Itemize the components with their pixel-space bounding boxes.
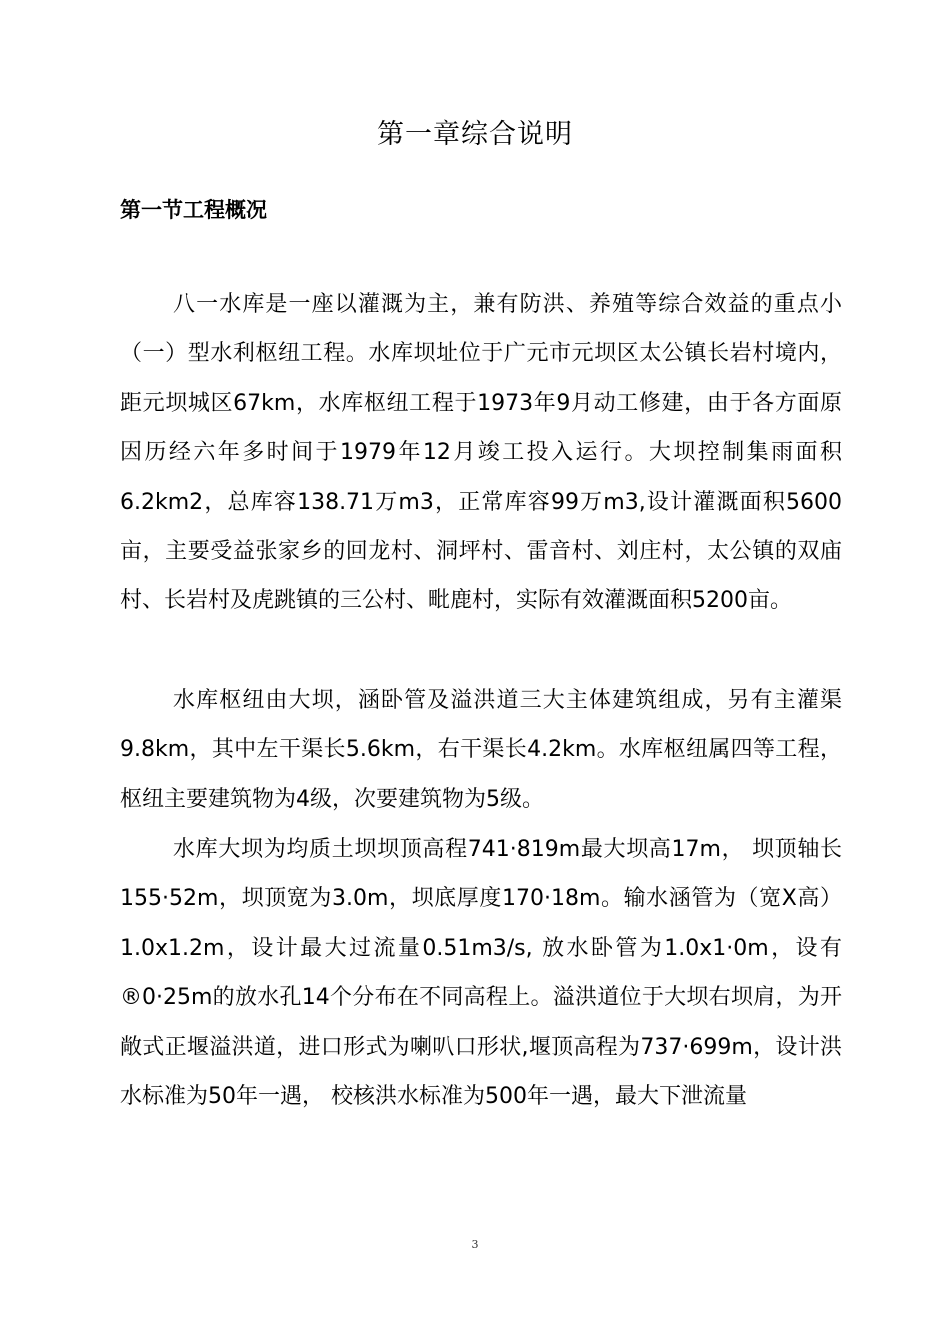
paragraph-hub-composition: 水库枢纽由大坝，涵卧管及溢洪道三大主体建筑组成，另有主灌渠9.8km，其中左干渠长5.6km，右干渠长4.2km。水库枢纽属四等工程，枢纽主要建筑物为4级，次要建筑物为5级。 bbox=[120, 688, 842, 812]
paragraph-dam-details: 水库大坝为均质土坝坝顶高程741·819m最大坝高17m， 坝顶轴长155·52m，坝顶宽为3.0m，坝底厚度170·18m。输水涵管为（宽X高） 1.0x1.2m，设计最大过流量0.51m3/s, 放水卧管为1.0x1·0m，设有®0·25m的放水孔14个分布在不同高程上。溢洪道位于大坝右坝肩，为开敞式正堰溢洪道，进口形式为喇叭口形状,堰顶高程为737·699m，设计洪水标准为50年一遇， 校核洪水标准为500年一遇，最大下泄流量 bbox=[120, 837, 842, 1110]
chapter-title: 第一章综合说明 bbox=[377, 119, 573, 150]
section-title: 第一节工程概况 bbox=[120, 198, 267, 222]
paragraph-overview: 八一水库是一座以灌溉为主，兼有防洪、养殖等综合效益的重点小（一）型水利枢纽工程。水库坝址位于广元市元坝区太公镇长岩村境内，距元坝城区67km，水库枢纽工程于1973年9月动工修建，由于各方面原因历经六年多时间于1979年12月竣工投入运行。大坝控制集雨面积6.2km2，总库容138.71万m3，正常库容99万m3,设计灌溉面积5600亩，主要受益张家乡的回龙村、洞坪村、雷音村、刘庄村，太公镇的双庙村、长岩村及虎跳镇的三公村、毗鹿村，实际有效灌溉面积5200亩。 bbox=[120, 292, 842, 614]
page-number: 3 bbox=[471, 1238, 479, 1251]
